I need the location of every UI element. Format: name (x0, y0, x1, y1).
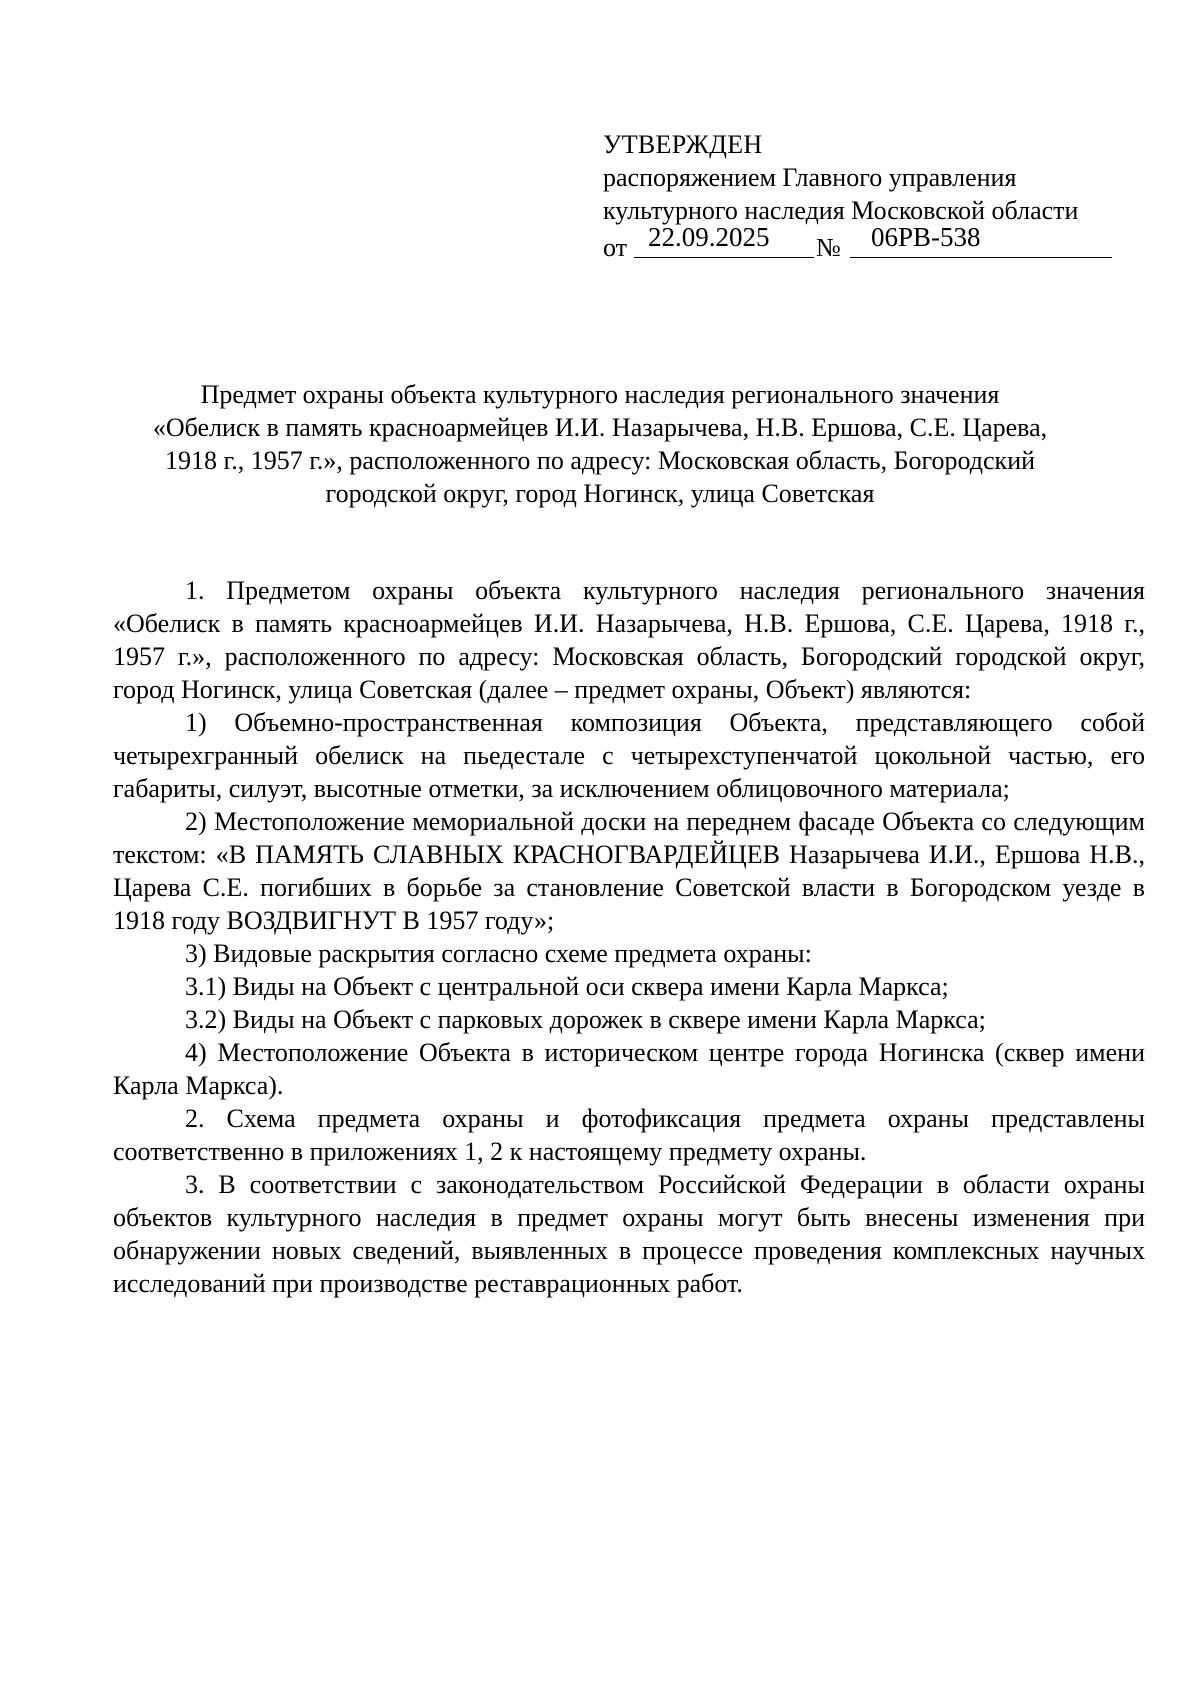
approval-line-2: культурного наследия Московской области (603, 196, 1079, 225)
paragraph-1-1: 1) Объемно-пространственная композиция Объекта, представляющего собой четырехгранный обелиск на пьедестале с четырехступенчатой цокольной частью, его габариты, силуэт, высотные отметки, за исключением облицовочного материала; (113, 708, 1145, 803)
approval-date-number-row (603, 222, 1123, 263)
paragraph-1-3: 3) Видовые раскрытия согласно схеме предмета охраны: (185, 939, 812, 968)
from-label: от (603, 233, 628, 262)
approval-heading: УТВЕРЖДЕН (603, 130, 763, 159)
title-line-1: Предмет охраны объекта культурного наследия регионального значения (200, 380, 1000, 409)
number-value: 06РВ-538 (871, 222, 981, 252)
paragraph-1-3-2: 3.2) Виды на Объект с парковых дорожек в сквере имени Карла Маркса; (185, 1005, 986, 1034)
date-field (634, 222, 814, 258)
title-line-2: «Обелиск в память красноармейцев И.И. Назарычева, Н.В. Ершова, С.Е. Царева, (152, 413, 1048, 442)
paragraph-1-4: 4) Местоположение Объекта в историческом центре города Ногинска (сквер имени Карла Маркса). (113, 1038, 1145, 1100)
paragraph-1: 1. Предметом охраны объекта культурного наследия регионального значения «Обелиск в память красноармейцев И.И. Назарычева, Н.В. Ершова, С.Е. Царева, 1918 г., 1957 г.», расположенного по адресу: Московская область, Богородский городской округ, город Ногинск, улица Советская (далее – предмет охраны, Объект) являются: (113, 576, 1145, 704)
document-title (100, 378, 1100, 510)
number-field (850, 222, 1112, 258)
approval-block (603, 128, 1123, 263)
title-line-4: городской округ, город Ногинск, улица Советская (325, 479, 875, 508)
approval-line-1: распоряжением Главного управления (603, 163, 1017, 192)
date-value: 22.09.2025 (648, 222, 770, 252)
paragraph-1-3-1: 3.1) Виды на Объект с центральной оси сквера имени Карла Маркса; (185, 972, 949, 1001)
paragraph-1-2: 2) Местоположение мемориальной доски на переднем фасаде Объекта со следующим текстом: «В ПАМЯТЬ СЛАВНЫХ КРАСНОГВАРДЕЙЦЕВ Назарычева И.И., Ершова Н.В., Царева С.Е. погибших в борьбе за становление Советской власти в Богородском уезде в 1918 году ВОЗДВИГНУТ В 1957 году»; (113, 807, 1145, 935)
number-label: № (816, 233, 841, 262)
document-body (113, 574, 1145, 1300)
paragraph-2: 2. Схема предмета охраны и фотофиксация предмета охраны представлены соответственно в приложениях 1, 2 к настоящему предмету охраны. (113, 1104, 1145, 1166)
title-line-3: 1918 г., 1957 г.», расположенного по адресу: Московская область, Богородский (164, 446, 1036, 475)
paragraph-3: 3. В соответствии с законодательством Российской Федерации в области охраны объектов культурного наследия в предмет охраны могут быть внесены изменения при обнаружении новых сведений, выявленных в процессе проведения комплексных научных исследований при производстве реставрационных работ. (113, 1170, 1145, 1298)
